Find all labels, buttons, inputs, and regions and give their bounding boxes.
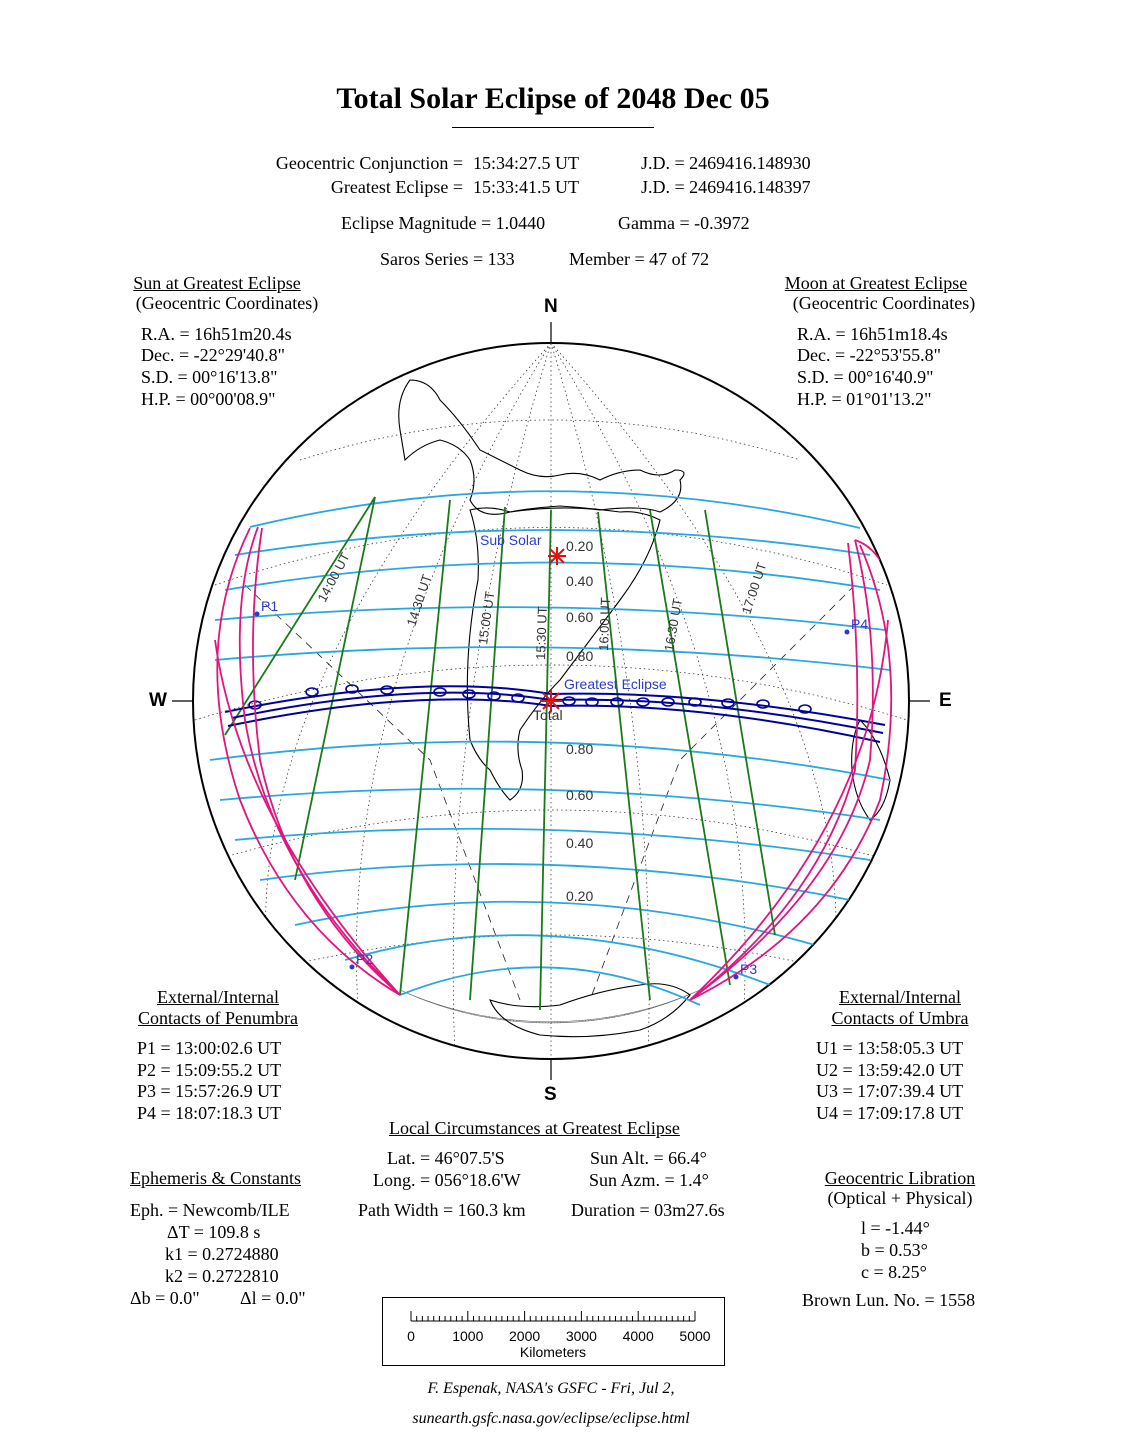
east-label: E: [939, 690, 952, 711]
magnitude-label-south: 0.20: [566, 888, 594, 904]
sun-sd: S.D. = 00°16'13.8": [141, 367, 278, 387]
conjunction-label: Geocentric Conjunction =: [275, 153, 463, 173]
time-label: 14:30 UT: [403, 572, 435, 628]
sun-dec: Dec. = -22°29'40.8": [141, 345, 285, 365]
libration-subheading: (Optical + Physical): [827, 1188, 973, 1208]
time-label: 17:00 UT: [738, 560, 770, 616]
sub-solar-label: Sub Solar: [480, 532, 542, 548]
libration-heading: Geocentric Libration: [824, 1168, 976, 1188]
p4-label: P4: [851, 616, 869, 632]
p3-label: P3: [740, 961, 758, 977]
penumbra-p2: P2 = 15:09:55.2 UT: [137, 1060, 282, 1080]
umbra-heading-2: Contacts of Umbra: [831, 1008, 969, 1028]
page-title: Total Solar Eclipse of 2048 Dec 05: [336, 82, 770, 115]
ephemeris-dt: ΔT = 109.8 s: [167, 1222, 261, 1242]
penumbra-heading-2: Contacts of Penumbra: [138, 1008, 298, 1028]
conjunction-jd: J.D. = 2469416.148930: [641, 153, 811, 173]
penumbra-p1: P1 = 13:00:02.6 UT: [137, 1038, 282, 1058]
p1-label: P1: [261, 598, 279, 614]
umbra-u4: U4 = 17:09:17.8 UT: [816, 1103, 964, 1123]
gamma: Gamma = -0.3972: [618, 213, 750, 233]
local-sun-azm: Sun Azm. = 1.4°: [589, 1170, 709, 1190]
umbra-heading-1: External/Internal: [839, 987, 961, 1007]
magnitude-label-north: 0.80: [566, 648, 594, 664]
conjunction-time: 15:34:27.5 UT: [473, 153, 579, 173]
ephemeris-db: Δb = 0.0": [130, 1288, 200, 1308]
ephemeris-dl: Δl = 0.0": [240, 1288, 306, 1308]
magnitude-label-south: 0.80: [566, 741, 594, 757]
distance-scale: [382, 1297, 726, 1367]
time-label: 15:00 UT: [475, 590, 498, 646]
magnitude-label-south: 0.40: [566, 835, 594, 851]
local-lat: Lat. = 46°07.5'S: [387, 1148, 505, 1168]
local-path-width: Path Width = 160.3 km: [358, 1200, 526, 1220]
time-label: 15:30 UT: [533, 606, 550, 661]
scale-tick-label: 2000: [509, 1328, 541, 1344]
sun-ra: R.A. = 16h51m20.4s: [141, 324, 292, 344]
time-label: 16:00 UT: [596, 597, 613, 652]
sun-hp: H.P. = 00°00'08.9": [141, 389, 276, 409]
magnitude-label-south: 0.60: [566, 787, 594, 803]
penumbra-heading-1: External/Internal: [157, 987, 279, 1007]
west-label: W: [149, 690, 167, 711]
umbra-u3: U3 = 17:07:39.4 UT: [816, 1081, 964, 1101]
saros-member: Member = 47 of 72: [569, 249, 710, 269]
time-label: 14:00 UT: [314, 550, 353, 605]
scale-tick-label: 5000: [679, 1328, 711, 1344]
scale-tick-label: 4000: [622, 1328, 654, 1344]
magnitude-label-north: 0.40: [566, 573, 594, 589]
p2-label: P2: [356, 951, 374, 967]
greatest-eclipse-label: Greatest Eclipse: [564, 676, 667, 692]
moon-subheading: (Geocentric Coordinates): [792, 293, 976, 313]
local-duration: Duration = 03m27.6s: [571, 1200, 725, 1220]
ephemeris-k2: k2 = 0.2722810: [165, 1266, 279, 1286]
greatest-eclipse-time: 15:33:41.5 UT: [473, 177, 579, 197]
south-label: S: [544, 1084, 557, 1105]
sun-heading: Sun at Greatest Eclipse: [133, 273, 301, 293]
scale-tick-label: 1000: [452, 1328, 484, 1344]
ephemeris-heading: Ephemeris & Constants: [130, 1168, 301, 1188]
time-label: 16:30 UT: [661, 597, 686, 653]
greatest-eclipse-label: Greatest Eclipse =: [330, 177, 463, 197]
brown-lunation: Brown Lun. No. = 1558: [802, 1290, 976, 1310]
penumbra-p4: P4 = 18:07:18.3 UT: [137, 1103, 282, 1123]
local-sun-alt: Sun Alt. = 66.4°: [590, 1148, 707, 1168]
time-lines: [225, 497, 775, 1010]
umbra-u1: U1 = 13:58:05.3 UT: [816, 1038, 964, 1058]
scale-tick-label: 0: [407, 1328, 415, 1344]
libration-b: b = 0.53°: [861, 1240, 928, 1260]
libration-c: c = 8.25°: [861, 1262, 927, 1282]
libration-l: l = -1.44°: [861, 1218, 930, 1238]
umbra-u2: U2 = 13:59:42.0 UT: [816, 1060, 964, 1080]
penumbra-p3: P3 = 15:57:26.9 UT: [137, 1081, 282, 1101]
moon-heading: Moon at Greatest Eclipse: [784, 273, 968, 293]
local-heading: Local Circumstances at Greatest Eclipse: [389, 1118, 680, 1138]
greatest-eclipse-jd: J.D. = 2469416.148397: [641, 177, 811, 197]
eclipse-magnitude: Eclipse Magnitude = 1.0440: [341, 213, 546, 233]
moon-dec: Dec. = -22°53'55.8": [797, 345, 941, 365]
credit-line-1: F. Espenak, NASA's GSFC - Fri, Jul 2,: [427, 1380, 675, 1397]
moon-ra: R.A. = 16h51m18.4s: [797, 324, 948, 344]
ephemeris-k1: k1 = 0.2724880: [165, 1244, 279, 1264]
local-long: Long. = 056°18.6'W: [373, 1170, 521, 1190]
north-label: N: [544, 296, 558, 317]
magnitude-label-north: 0.60: [566, 609, 594, 625]
sun-subheading: (Geocentric Coordinates): [135, 293, 319, 313]
scale-tick-label: 3000: [565, 1328, 597, 1344]
credit-line-2: sunearth.gsfc.nasa.gov/eclipse/eclipse.html: [412, 1410, 690, 1427]
magnitude-label-north: 0.20: [566, 538, 594, 554]
moon-sd: S.D. = 00°16'40.9": [797, 367, 934, 387]
scale-unit: Kilometers: [519, 1344, 587, 1360]
ephemeris-eph: Eph. = Newcomb/ILE: [130, 1200, 290, 1220]
sub-solar-marker: [548, 547, 566, 565]
saros-series: Saros Series = 133: [380, 249, 515, 269]
total-label: Total: [533, 707, 563, 723]
moon-hp: H.P. = 01°01'13.2": [797, 389, 932, 409]
